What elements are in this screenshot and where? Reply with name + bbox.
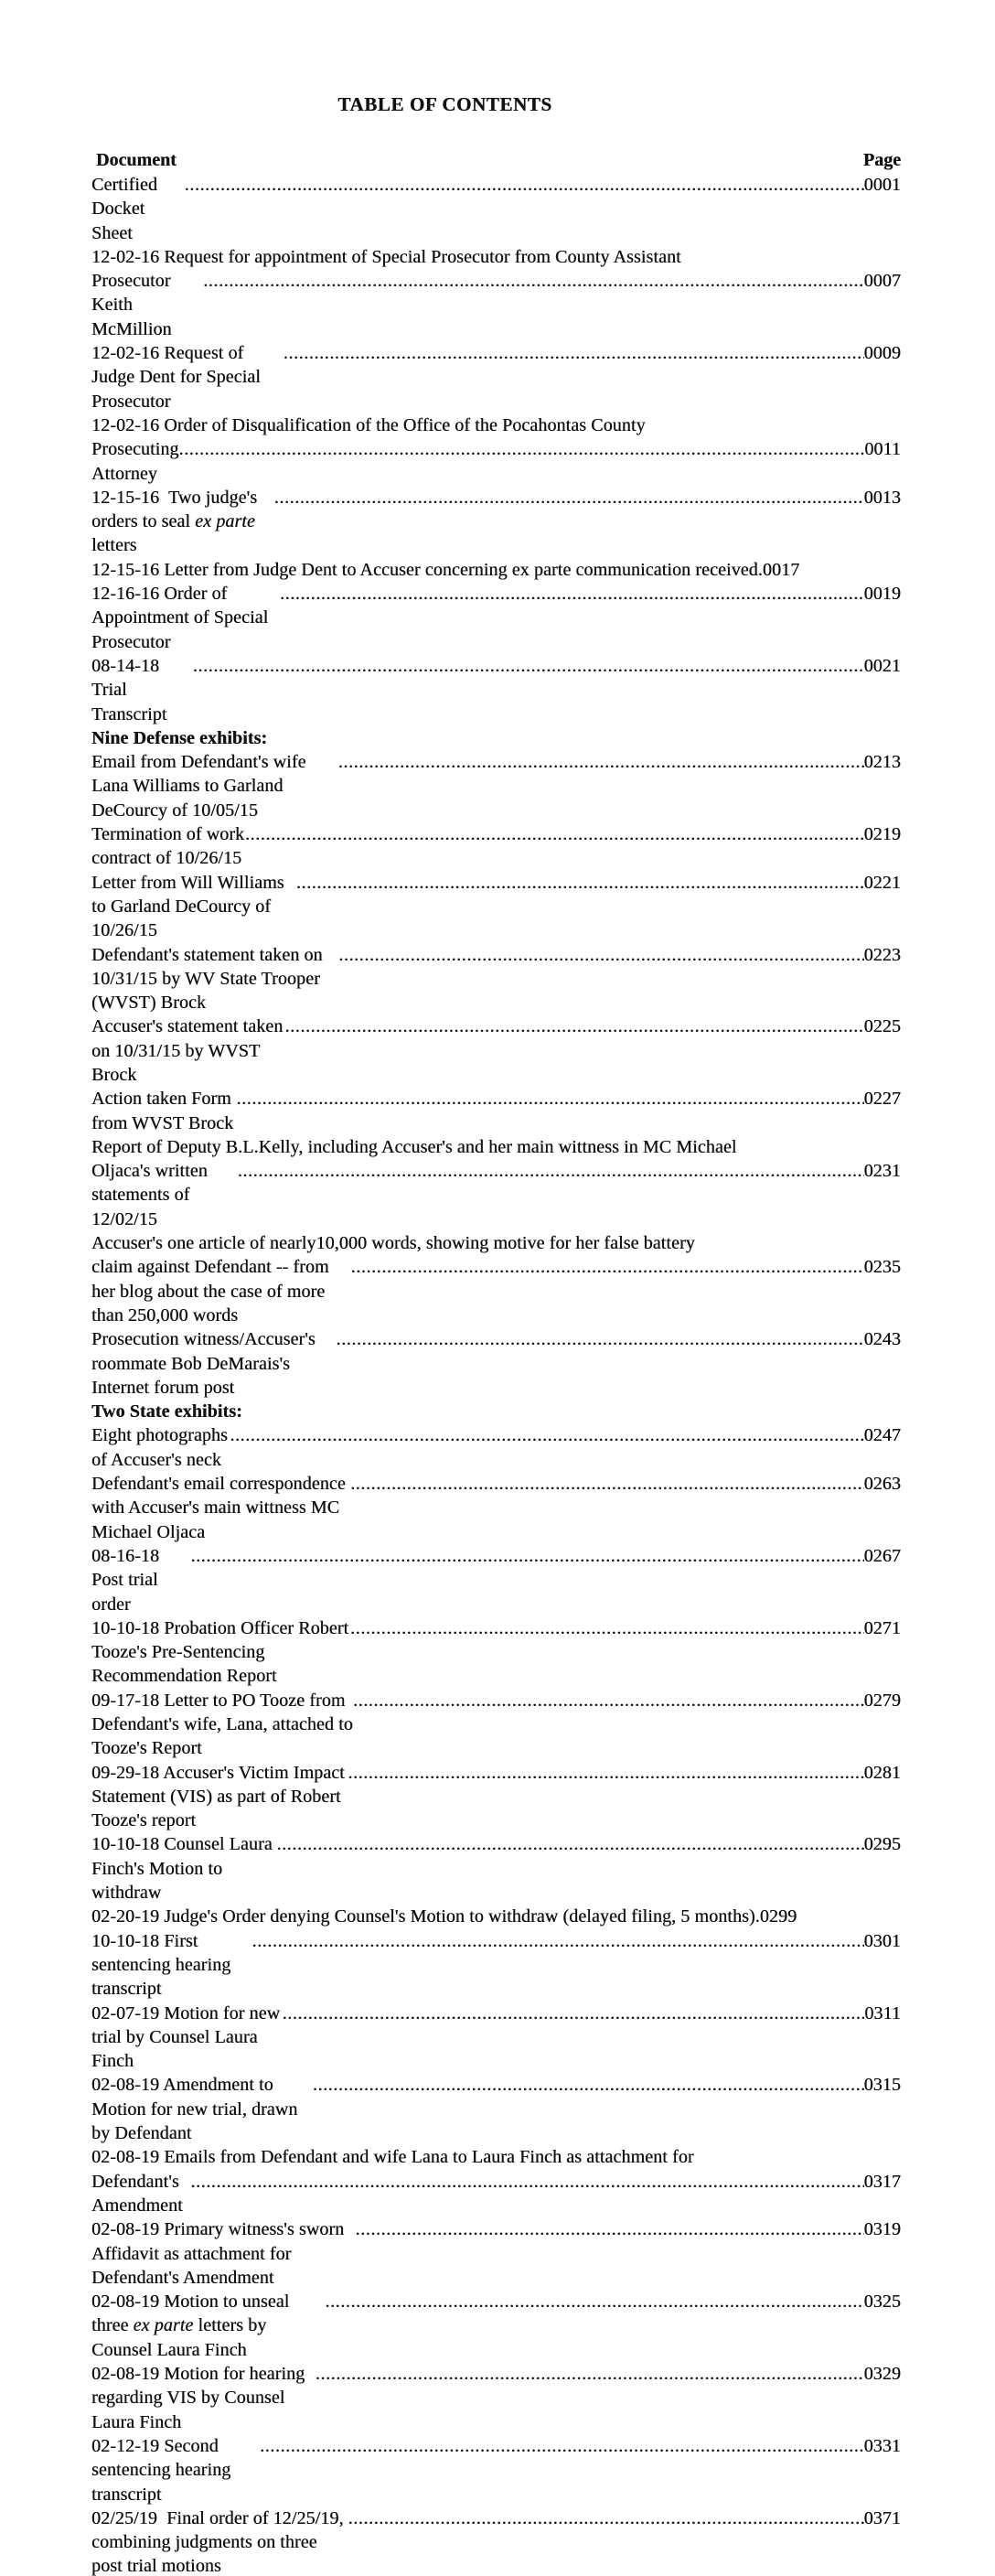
toc-row — [91, 871, 901, 943]
toc-row — [91, 2145, 901, 2169]
dot-leader — [348, 2506, 864, 2530]
entry-page: 0311 — [864, 2002, 901, 2023]
toc-row — [91, 1761, 901, 1833]
entry-title: 12-02-16 Request of Judge Dent for Special Prosecutor — [91, 343, 266, 412]
entry-title: 09-17-18 Letter to PO Tooze from Defendant's wife, Lana, attached to Tooze's Report — [91, 1690, 358, 1759]
entry-title: 12-15-16 Letter from Judge Dent to Accuser concerning ex parte communication received. — [91, 559, 763, 580]
entry-title: 02-08-19 Amendment to Motion for new trial, drawn by Defendant — [91, 2075, 303, 2144]
entry-page: 0325 — [863, 2292, 901, 2313]
entry-title: 10-10-18 Probation Officer Robert Tooze's Pre-Sentencing Recommendation Report — [91, 1617, 353, 1687]
entry-title: 09-29-18 Accuser's Victim Impact Statement (VIS) as part of Robert Tooze's report — [91, 1762, 349, 1831]
entry-page: 0267 — [863, 1545, 901, 1566]
entry-page: 0231 — [863, 1161, 901, 1182]
dot-leader — [351, 1255, 864, 1279]
dot-leader — [338, 750, 864, 774]
toc-row — [91, 943, 901, 1015]
entry-page: 0235 — [863, 1257, 901, 1278]
toc-row — [91, 2434, 901, 2506]
toc-row — [91, 1423, 901, 1472]
toc-row — [91, 822, 901, 871]
dot-leader — [325, 2290, 863, 2313]
entry-page: 0329 — [863, 2364, 901, 2385]
dot-leader — [313, 2073, 864, 2097]
entry-page: 0315 — [863, 2075, 901, 2096]
entry-title: 10-10-18 Counsel Laura Finch's Motion to withdraw — [91, 1834, 277, 1904]
dot-leader — [230, 1423, 863, 1447]
dot-leader — [274, 486, 864, 510]
dot-leader — [193, 654, 864, 678]
toc-row — [91, 2170, 901, 2218]
entry-title: Prosecuting Attorney — [91, 439, 183, 484]
entry-title: 10-10-18 First sentencing hearing transcript — [91, 1930, 236, 2000]
entry-title: 02-08-19 Motion for hearing regarding VIS by Counsel Laura Finch — [91, 2364, 310, 2432]
entry-title: Report of Deputy B.L.Kelly, including Accuser's and her main wittness in MC Michael — [91, 1136, 737, 1157]
entry-title: Termination of work contract of 10/26/15 — [91, 824, 250, 869]
entry-page: 0013 — [863, 487, 901, 508]
entry-title: 12-02-16 Order of Disqualification of the Office of the Pocahontas County — [91, 414, 646, 435]
entry-title: 02-08-19 Emails from Defendant and wife Lana to Laura Finch as attachment for — [91, 2147, 694, 2168]
entry-page: 0225 — [863, 1016, 901, 1037]
toc-row — [91, 341, 901, 413]
entry-title: 12-15-16 Two judge's orders to seal ex parte letters — [91, 487, 262, 556]
toc-row — [91, 1159, 901, 1231]
column-header-document: Document — [96, 150, 177, 170]
toc-row — [91, 654, 901, 726]
toc-row — [91, 1905, 901, 1928]
entry-title: 02/25/19 Final order of 12/25/19, combining judgments on three post trial motions — [91, 2507, 348, 2576]
toc-row — [91, 1231, 901, 1255]
entry-page: 0007 — [863, 271, 901, 292]
entry-title: Certified Docket Sheet — [91, 175, 163, 243]
column-header-page: Page — [862, 150, 901, 170]
toc-row — [91, 2217, 901, 2290]
toc-section-header — [91, 726, 901, 750]
toc-row — [91, 2506, 901, 2576]
toc-row — [91, 750, 901, 822]
entry-title: Two State exhibits: — [91, 1401, 242, 1422]
entry-page: 0295 — [863, 1834, 901, 1855]
dot-leader — [284, 341, 864, 365]
entry-page: 0317 — [863, 2171, 901, 2192]
toc-section-header — [91, 1400, 901, 1423]
entry-page: 0221 — [863, 872, 901, 893]
entry-title: Prosecution witness/Accuser's roommate Bob DeMarais's Internet forum post — [91, 1329, 320, 1398]
dot-leader — [190, 2170, 863, 2194]
toc-row — [91, 413, 901, 437]
toc-row — [91, 269, 901, 341]
toc-row — [91, 558, 901, 582]
entry-title: Eight photographs of Accuser's neck — [91, 1425, 233, 1470]
entry-page: 0279 — [863, 1690, 901, 1711]
entry-title: Defendant's Amendment — [91, 2171, 183, 2216]
entry-title: Action taken Form from WVST Brock — [91, 1089, 236, 1133]
entry-title: Accuser's one article of nearly10,000 words, showing motive for her false battery — [91, 1233, 695, 1254]
entry-page: 0371 — [863, 2507, 901, 2528]
entry-page: 0219 — [863, 824, 901, 845]
entry-title: 02-12-19 Second sentencing hearing transcript — [91, 2435, 236, 2505]
entry-page: 0009 — [863, 343, 901, 364]
entry-title: Letter from Will Williams to Garland DeCourcy of 10/26/15 — [91, 872, 289, 941]
dot-leader — [337, 1327, 864, 1351]
entry-page: 0301 — [863, 1930, 901, 1951]
entry-title: Defendant's statement taken on 10/31/15 by WV State Trooper (WVST) Brock — [91, 944, 327, 1014]
dot-leader — [260, 2434, 864, 2458]
toc-row — [91, 245, 901, 269]
dot-leader — [237, 1087, 864, 1111]
entry-title: 02-08-19 Motion to unseal three ex parte letters by Counsel Laura Finch — [91, 2292, 294, 2360]
dot-leader — [353, 1689, 864, 1712]
entry-title: Accuser's statement taken on 10/31/15 by WVST Brock — [91, 1016, 288, 1085]
entry-page: 0331 — [863, 2435, 901, 2456]
dot-leader — [280, 582, 864, 606]
entry-page: 0001 — [863, 175, 901, 195]
dot-leader — [179, 437, 865, 461]
entry-title: 12-16-16 Order of Appointment of Special Prosecutor — [91, 584, 273, 652]
entry-title: Oljaca's written statements of 12/02/15 — [91, 1161, 212, 1229]
dot-leader — [338, 943, 863, 967]
entry-page: 0247 — [863, 1425, 901, 1446]
entry-page: 0213 — [863, 752, 901, 773]
entry-page: 0281 — [863, 1762, 901, 1783]
dot-leader — [296, 871, 864, 895]
dot-leader — [203, 269, 863, 293]
toc-entries — [91, 173, 901, 2576]
toc-row — [91, 1327, 901, 1400]
toc-row — [91, 2362, 901, 2434]
toc-row — [91, 437, 901, 486]
entry-page: 0243 — [863, 1329, 901, 1350]
entry-title: 02-20-19 Judge's Order denying Counsel's Motion to withdraw (delayed filing, 5 months). — [91, 1906, 760, 1927]
toc-row — [91, 1616, 901, 1689]
entry-title: Defendant's email correspondence with Accuser's main wittness MC Michael Oljaca — [91, 1474, 350, 1542]
dot-leader — [283, 2002, 865, 2025]
toc-row — [91, 582, 901, 654]
toc-row — [91, 1689, 901, 1761]
toc-row — [91, 1472, 901, 1544]
dot-leader — [190, 1544, 863, 1568]
entry-page: 0021 — [863, 655, 901, 676]
toc-row — [91, 173, 901, 245]
entry-title: 12-02-16 Request for appointment of Special Prosecutor from County Assistant — [91, 246, 681, 267]
entry-title: Prosecutor Keith McMillion — [91, 271, 176, 339]
toc-row — [91, 1544, 901, 1616]
entry-title: Email from Defendant's wife Lana Williams to Garland DeCourcy of 10/05/15 — [91, 752, 311, 821]
entry-title: 02-07-19 Motion for new trial by Counsel Laura Finch — [91, 2002, 285, 2072]
column-headers — [91, 148, 901, 172]
toc-row — [91, 1832, 901, 1905]
dot-leader — [238, 1159, 864, 1183]
toc-row — [91, 2002, 901, 2074]
entry-page: 0017 — [762, 559, 800, 580]
entry-page: 0299 — [759, 1906, 797, 1927]
toc-row — [91, 486, 901, 558]
toc-row — [91, 1929, 901, 2002]
dot-leader — [185, 173, 864, 197]
toc-row — [91, 1135, 901, 1159]
entry-page: 0227 — [863, 1089, 901, 1110]
toc-row — [91, 1255, 901, 1327]
toc-row — [91, 2290, 901, 2362]
entry-page: 0223 — [863, 944, 901, 965]
toc-row — [91, 1014, 901, 1087]
dot-leader — [251, 1929, 863, 1953]
entry-page: 0271 — [863, 1617, 901, 1638]
entry-title: 02-08-19 Primary witness's sworn Affidavit as attachment for Defendant's Amendment — [91, 2219, 348, 2288]
entry-title: Nine Defense exhibits: — [91, 727, 268, 748]
dot-leader — [285, 1014, 864, 1038]
toc-row — [91, 1087, 901, 1135]
entry-page: 0011 — [864, 439, 901, 460]
entry-page: 0319 — [863, 2219, 901, 2240]
entry-title: 08-16-18 Post trial order — [91, 1545, 165, 1615]
dot-leader — [276, 1832, 863, 1856]
page-title: TABLE OF CONTENTS — [337, 93, 552, 115]
dot-leader — [350, 1616, 864, 1640]
dot-leader — [245, 822, 864, 846]
entry-page: 0263 — [863, 1474, 901, 1495]
dot-leader — [316, 2362, 864, 2386]
dot-leader — [348, 1761, 863, 1785]
entry-title: claim against Defendant -- from her blog about the case of more than 250,000 words — [91, 1257, 334, 1326]
entry-page: 0019 — [863, 584, 901, 605]
entry-title: 08-14-18 Trial Transcript — [91, 655, 167, 724]
dot-leader — [350, 1472, 864, 1496]
dot-leader — [356, 2217, 864, 2241]
toc-row — [91, 2073, 901, 2145]
